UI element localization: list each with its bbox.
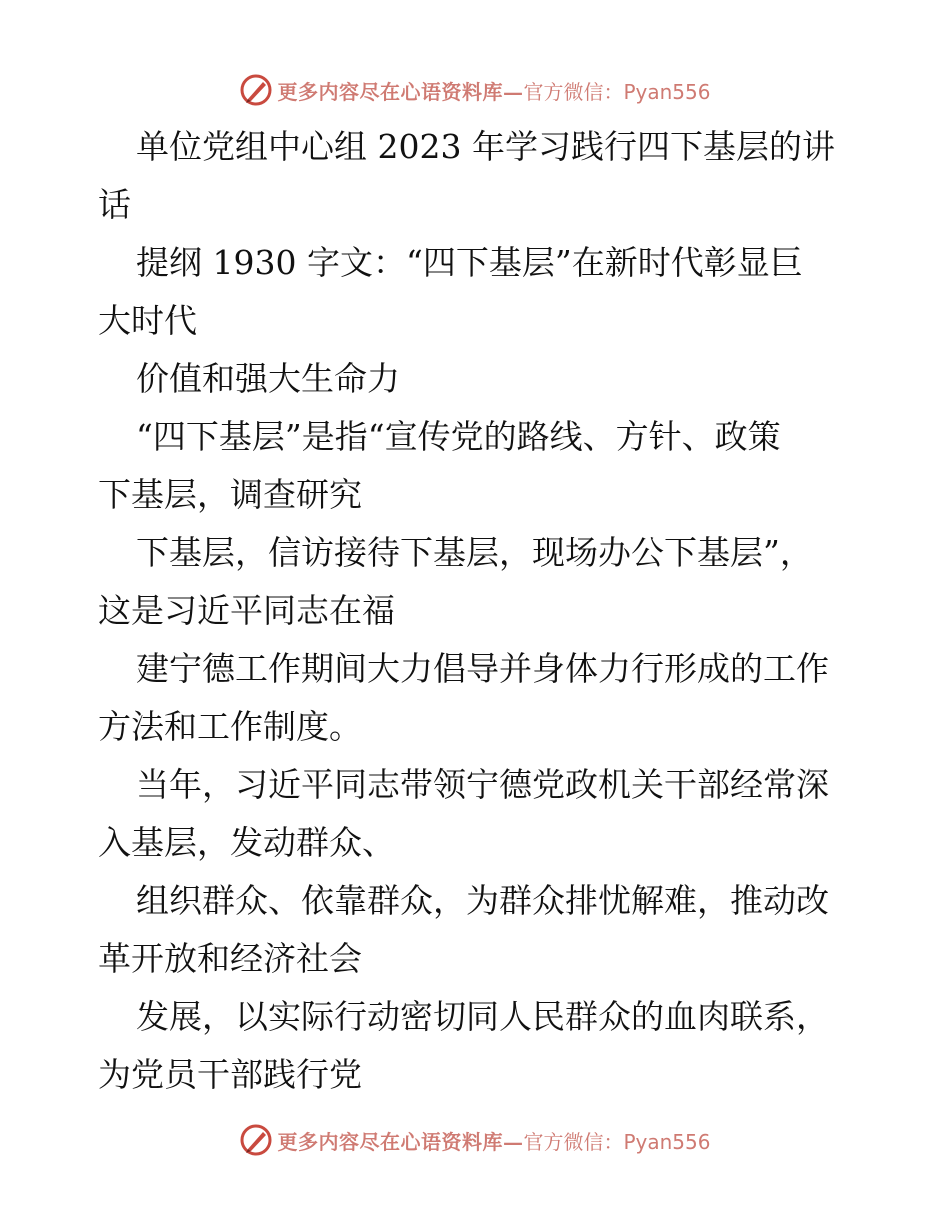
text-line: 下基层，调查研究	[98, 475, 362, 514]
text-line: 提纲 1930 字文：“四下基层”在新时代彰显巨	[136, 243, 803, 282]
text-line: 单位党组中心组 2023 年学习践行四下基层的讲	[136, 127, 835, 166]
footer-watermark	[0, 1120, 950, 1160]
text-line: 这是习近平同志在福	[98, 591, 395, 630]
pen-logo-icon	[239, 1123, 273, 1157]
text-line: 发展，以实际行动密切同人民群众的血肉联系，	[136, 997, 829, 1036]
text-line: 当年，习近平同志带领宁德党政机关干部经常深	[136, 765, 829, 804]
header-watermark	[0, 70, 950, 110]
pen-logo-icon	[239, 73, 273, 107]
text-line: 入基层，发动群众、	[98, 823, 395, 862]
text-line: 下基层，信访接待下基层，现场办公下基层”，	[136, 533, 813, 572]
watermark-wechat: 官方微信：Pyan556	[523, 1129, 711, 1154]
text-line: 方法和工作制度。	[98, 707, 362, 746]
text-line: “四下基层”是指“宣传党的路线、方针、政策	[136, 417, 781, 456]
watermark-wechat: 官方微信：Pyan556	[523, 79, 711, 104]
document-body	[98, 118, 858, 1104]
text-line: 建宁德工作期间大力倡导并身体力行形成的工作	[136, 649, 829, 688]
watermark-text: 更多内容尽在心语资料库—	[277, 1129, 524, 1154]
text-line: 组织群众、依靠群众，为群众排忧解难，推动改	[136, 881, 829, 920]
text-line: 革开放和经济社会	[98, 939, 362, 978]
watermark-text: 更多内容尽在心语资料库—	[277, 79, 524, 104]
text-line: 话	[98, 185, 131, 224]
text-line: 为党员干部践行党	[98, 1055, 362, 1094]
text-line: 大时代	[98, 301, 197, 340]
text-line: 价值和强大生命力	[136, 359, 400, 398]
